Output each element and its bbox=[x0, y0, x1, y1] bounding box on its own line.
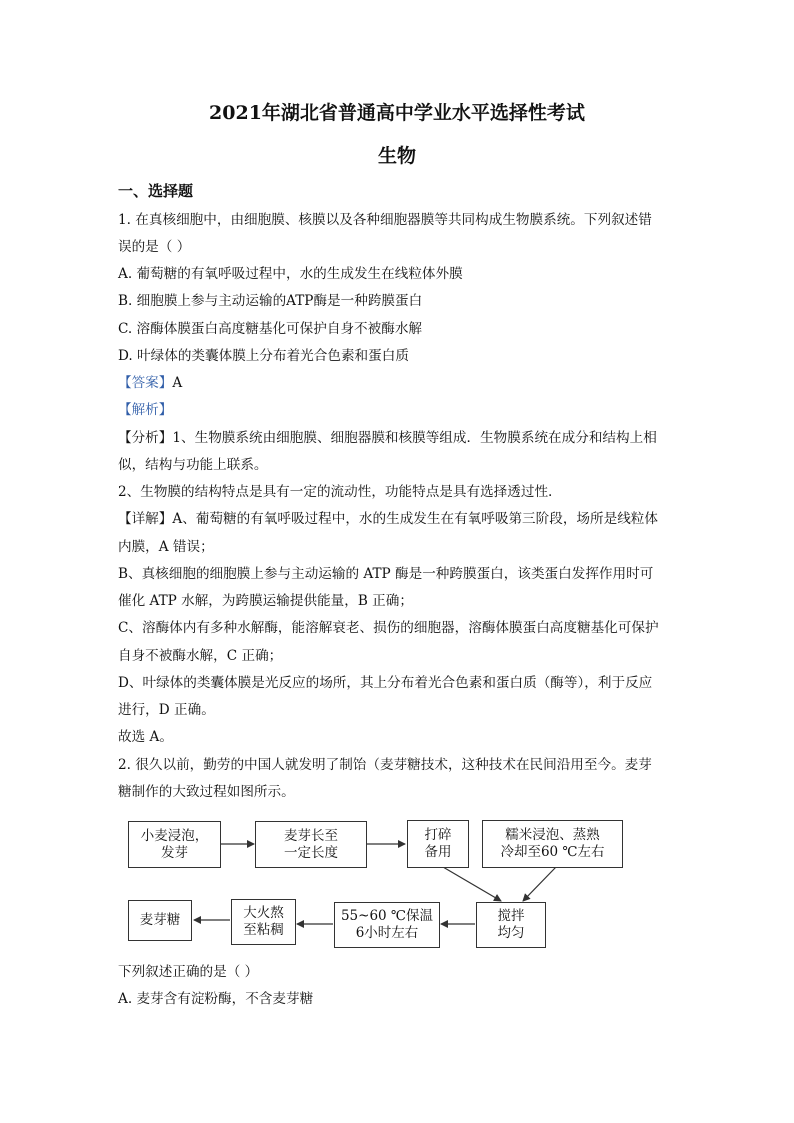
step-crush: 打碎 备用 bbox=[407, 820, 469, 868]
q2-option-a: A. 麦芽含有淀粉酶，不含麦芽糖 bbox=[118, 991, 314, 1007]
q1-xiangjie-line-3: B、真核细胞的细胞膜上参与主动运输的 ATP 酶是一种跨膜蛋白，该类蛋白发挥作用时可 bbox=[118, 566, 654, 582]
subject-title: 生物 bbox=[377, 145, 416, 167]
q1-xiangjie-line-4: 催化 ATP 水解，为跨膜运输提供能量，B 正确； bbox=[118, 593, 413, 609]
answer-tag: 【答案】 bbox=[118, 375, 173, 391]
q1-option-b: B. 细胞膜上参与主动运输的ATP酶是一种跨膜蛋白 bbox=[118, 293, 423, 309]
section-heading: 一、选择题 bbox=[118, 182, 194, 200]
q1-option-d: D. 叶绿体的类囊体膜上分布着光合色素和蛋白质 bbox=[118, 348, 409, 364]
step-stir: 搅拌 均匀 bbox=[476, 902, 546, 948]
step-keep-warm: 55~60 ℃保温 6小时左右 bbox=[334, 902, 440, 948]
q1-xiangjie-line-8: 进行，D 正确。 bbox=[118, 702, 215, 718]
q1-xiangjie-line-1: 【详解】A、葡萄糖的有氧呼吸过程中，水的生成发生在有氧呼吸第三阶段，场所是线粒体 bbox=[118, 511, 658, 527]
arrow-rice-to-stir bbox=[523, 867, 556, 901]
analysis-tag: 【解析】 bbox=[118, 402, 173, 418]
q1-stem-line-2: 误的是（ ） bbox=[118, 239, 191, 255]
fenxi-tag: 【分析】 bbox=[118, 430, 173, 446]
q1-conclusion: 故选 A。 bbox=[118, 729, 173, 745]
q1-xiangjie-line-2: 内膜，A 错误； bbox=[118, 539, 214, 555]
step-boil: 大火熬 至粘稠 bbox=[231, 899, 296, 945]
q1-option-c: C. 溶酶体膜蛋白高度糖基化可保护自身不被酶水解 bbox=[118, 321, 423, 337]
q1-xiangjie-line-6: 自身不被酶水解，C 正确； bbox=[118, 648, 283, 664]
xiangjie-tag: 【详解】 bbox=[118, 511, 173, 527]
step-sprout-grow: 麦芽长至 一定长度 bbox=[255, 821, 367, 868]
maltose-process-diagram bbox=[118, 812, 638, 960]
q1-option-a: A. 葡萄糖的有氧呼吸过程中，水的生成发生在线粒体外膜 bbox=[118, 266, 463, 282]
q1-fenxi-line-3: 2、生物膜的结构特点是具有一定的流动性，功能特点是具有选择透过性. bbox=[118, 484, 553, 500]
q2-stem-line-2: 糖制作的大致过程如图所示。 bbox=[118, 784, 295, 800]
q2-stem-line-1: 2. 很久以前，勤劳的中国人就发明了制饴（麦芽糖技术，这种技术在民间沿用至今。麦芽 bbox=[118, 757, 652, 773]
step-soak-wheat: 小麦浸泡， 发芽 bbox=[128, 821, 221, 868]
q1-xiangjie-line-7: D、叶绿体的类囊体膜是光反应的场所，其上分布着光合色素和蛋白质（酶等），利于反应 bbox=[118, 675, 653, 691]
q1-answer bbox=[118, 374, 678, 392]
arrow-crush-to-stir bbox=[443, 867, 501, 901]
q1-xiangjie-line-5: C、溶酶体内有多种水解酶，能溶解衰老、损伤的细胞器，溶酶体膜蛋白高度糖基化可保护 bbox=[118, 620, 659, 636]
step-maltose: 麦芽糖 bbox=[128, 900, 192, 941]
q1-fenxi-line-1: 【分析】1、生物膜系统由细胞膜、细胞器膜和核膜等组成．生物膜系统在成分和结构上相 bbox=[118, 430, 657, 446]
answer-value: A bbox=[172, 375, 183, 391]
exam-title: 2021年湖北省普通高中学业水平选择性考试 bbox=[209, 102, 585, 124]
q1-stem-line-1: 1. 在真核细胞中，由细胞膜、核膜以及各种细胞器膜等共同构成生物膜系统。下列叙述错 bbox=[118, 212, 652, 228]
q2-question: 下列叙述正确的是（ ） bbox=[118, 964, 259, 980]
step-rice: 糯米浸泡、蒸熟 冷却至60 ℃左右 bbox=[482, 820, 623, 868]
q1-fenxi-line-2: 似，结构与功能上联系。 bbox=[118, 457, 268, 473]
